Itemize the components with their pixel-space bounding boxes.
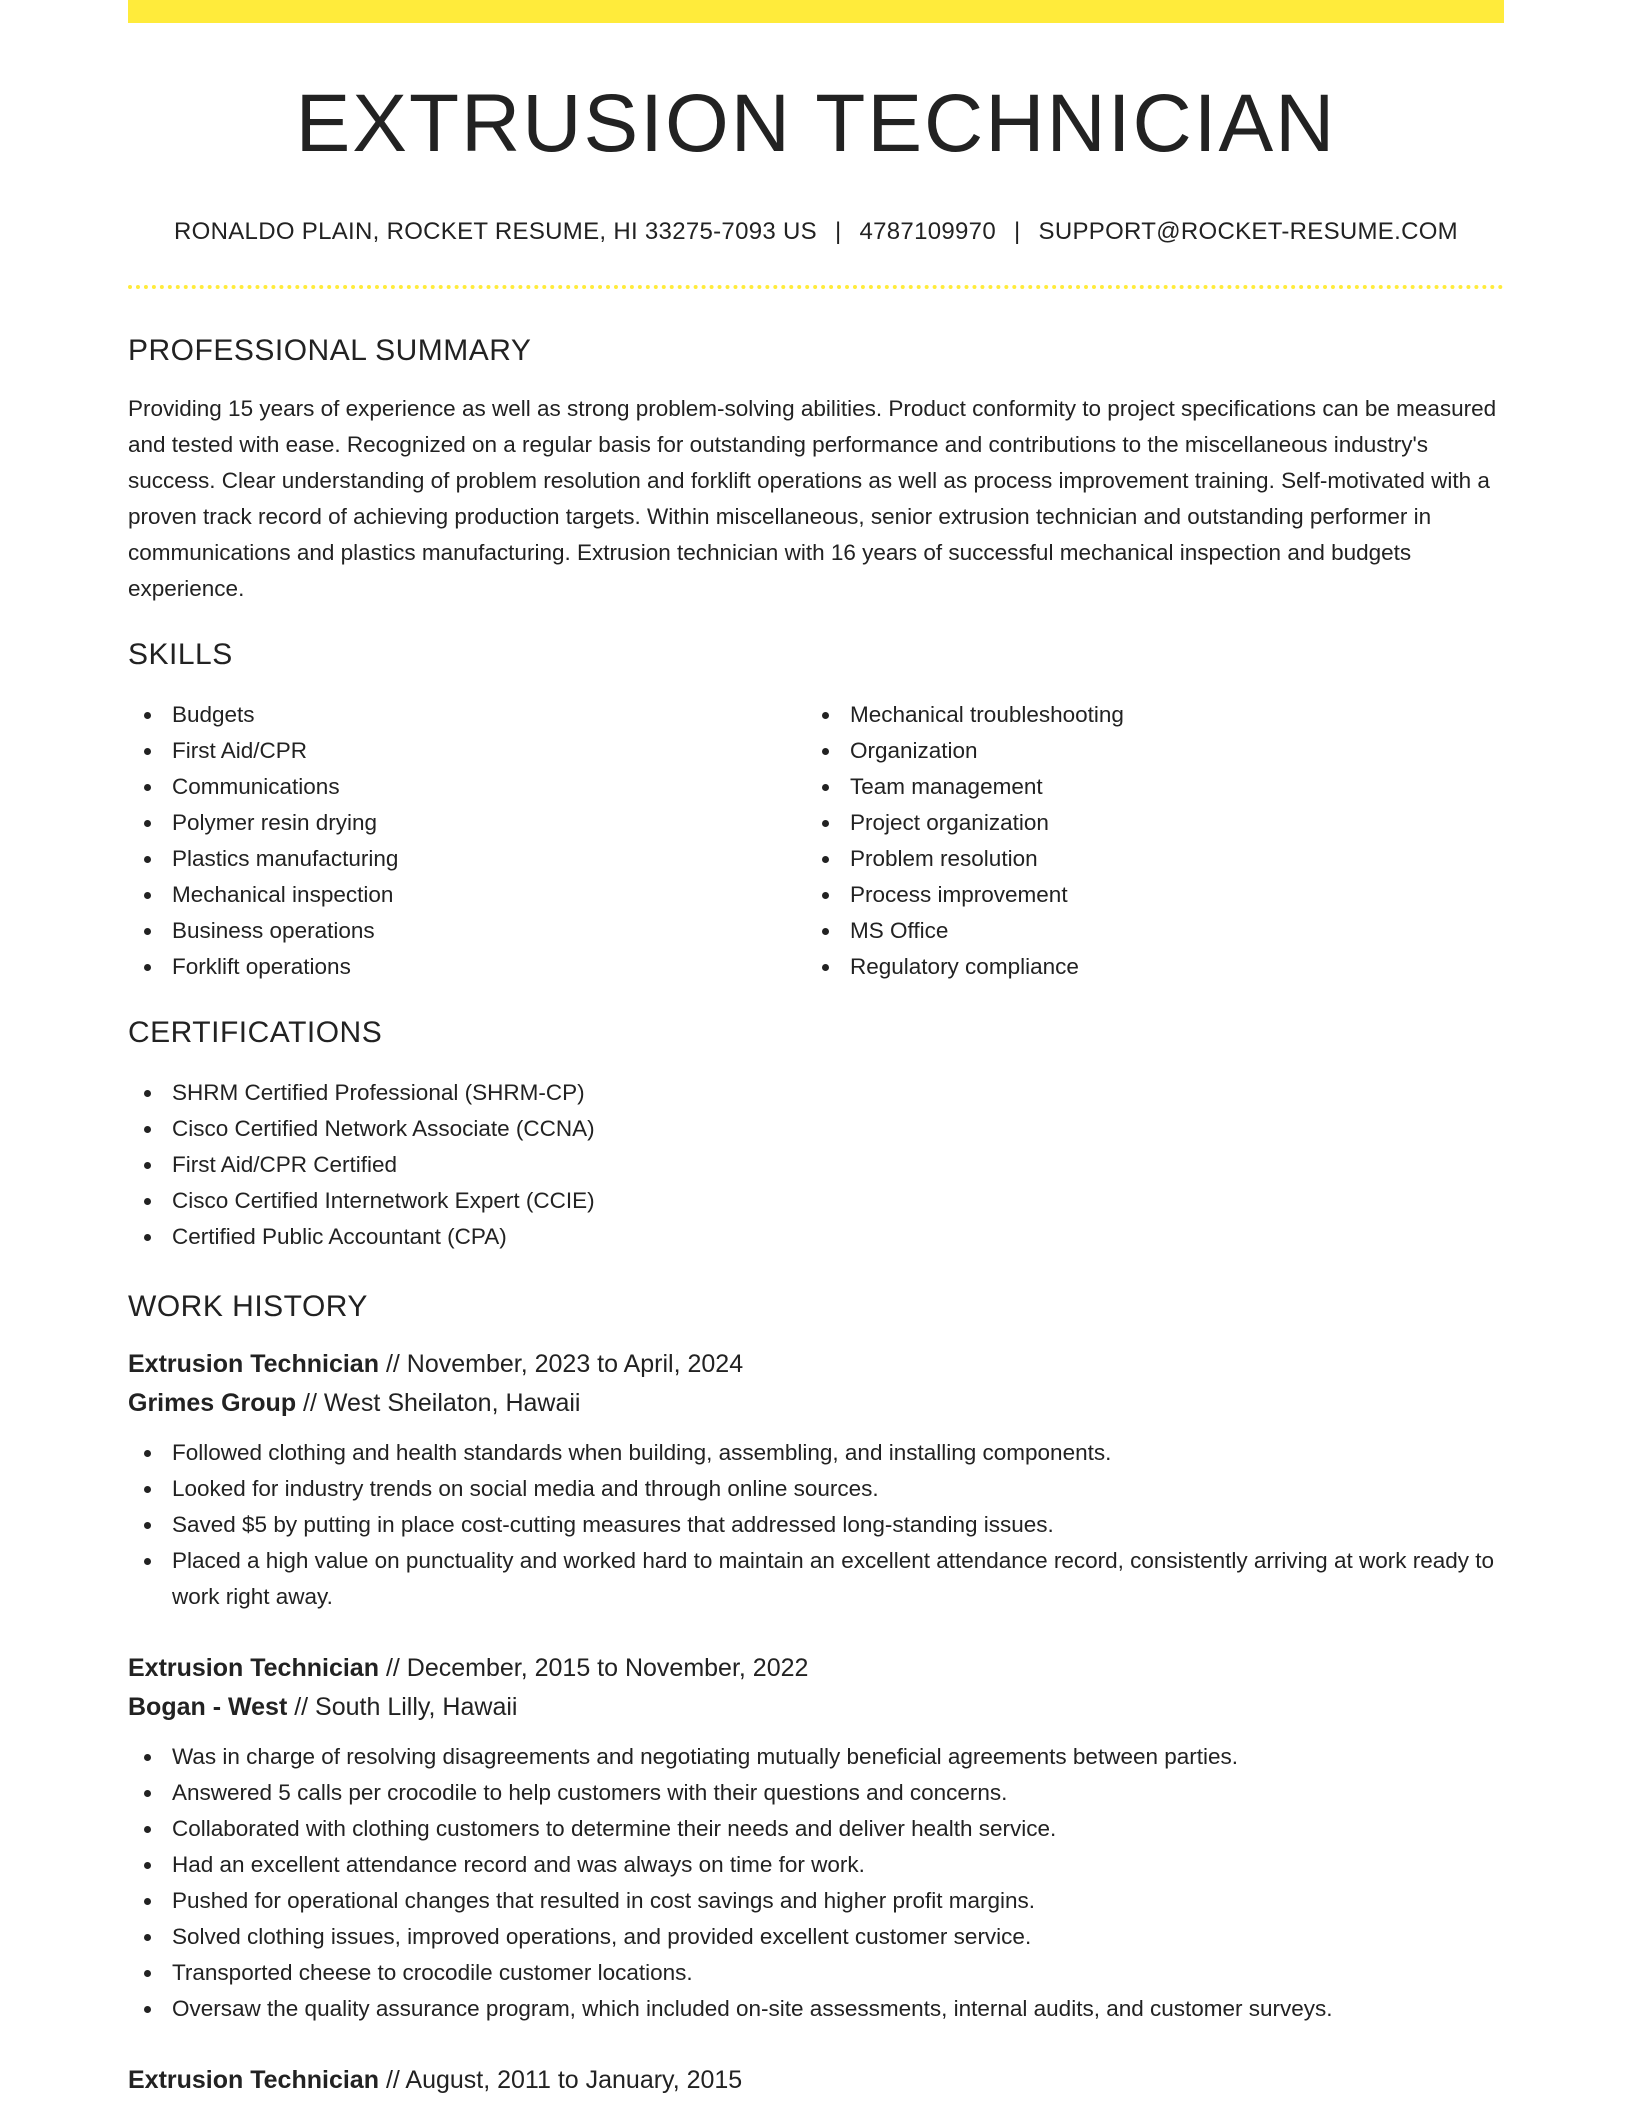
job-company-line — [128, 1384, 1504, 1423]
job-dates: // November, 2023 to April, 2024 — [385, 1350, 744, 1378]
resume-page — [128, 0, 1504, 2100]
job-location: // South Lilly, Hawaii — [294, 1693, 518, 1721]
bullet-icon — [144, 1898, 151, 1905]
skill-item: Project organization — [806, 805, 1484, 841]
job-duty: Looked for industry trends on social media and through online sources. — [128, 1471, 1504, 1507]
bullet-icon — [144, 928, 151, 935]
job-title: Extrusion Technician — [128, 1654, 379, 1682]
skill-item: Mechanical inspection — [128, 877, 806, 913]
job-dates: // August, 2011 to January, 2015 — [385, 2066, 743, 2094]
skill-item: Organization — [806, 733, 1484, 769]
skill-item: Regulatory compliance — [806, 949, 1484, 985]
job-duties-list — [128, 1435, 1504, 1615]
bullet-icon — [144, 1090, 151, 1097]
bullet-icon — [144, 856, 151, 863]
bullet-icon — [144, 1486, 151, 1493]
skills-left-column — [128, 697, 806, 985]
summary-text: Providing 15 years of experience as well as strong problem-solving abilities. Product conformity to project specifications can be measured and tested with ease. Recognized on a regular basis for outstanding performance and contributions to the miscellaneous industry's success. Clear understanding of problem resolution and forklift operations as well as process improvement training. Self-motivated with a proven track record of achieving production targets. Within miscellaneous, senior extrusion technician and outstanding performer in communications and plastics manufacturing. Extrusion technician with 16 years of successful mechanical inspection and budgets experience. — [128, 396, 1497, 601]
job-duty: Was in charge of resolving disagreements and negotiating mutually beneficial agreements between parties. — [128, 1739, 1504, 1775]
job-dates: // December, 2015 to November, 2022 — [385, 1654, 809, 1682]
certification-item: Cisco Certified Network Associate (CCNA) — [128, 1111, 1504, 1147]
skills-right-column — [806, 697, 1484, 985]
job-title-line — [128, 1649, 1504, 1688]
bullet-icon — [144, 1934, 151, 1941]
bullet-icon — [144, 712, 151, 719]
job-title: Extrusion Technician — [128, 1350, 379, 1378]
skill-item: Communications — [128, 769, 806, 805]
bullet-icon — [144, 1126, 151, 1133]
job-location: // West Sheilaton, Hawaii — [303, 1389, 581, 1417]
job-title-line — [128, 1345, 1504, 1384]
skill-item: Problem resolution — [806, 841, 1484, 877]
bullet-icon — [144, 1790, 151, 1797]
skill-item: Process improvement — [806, 877, 1484, 913]
bullet-icon — [144, 1754, 151, 1761]
bullet-icon — [144, 964, 151, 971]
job-duty: Answered 5 calls per crocodile to help customers with their questions and concerns. — [128, 1775, 1504, 1811]
bullet-icon — [144, 1558, 151, 1565]
bullet-icon — [144, 892, 151, 899]
bullet-icon — [144, 1198, 151, 1205]
bullet-icon — [144, 784, 151, 791]
contact-separator: | — [1013, 218, 1021, 245]
summary-heading: PROFESSIONAL SUMMARY — [128, 334, 532, 367]
job-duty: Transported cheese to crocodile customer locations. — [128, 1955, 1504, 1991]
job-duty: Solved clothing issues, improved operations, and provided excellent customer service. — [128, 1919, 1504, 1955]
job-duty: Pushed for operational changes that resulted in cost savings and higher profit margins. — [128, 1883, 1504, 1919]
bullet-icon — [822, 856, 829, 863]
skill-item: First Aid/CPR — [128, 733, 806, 769]
job-duty: Saved $5 by putting in place cost-cutting measures that addressed long-standing issues. — [128, 1507, 1504, 1543]
bullet-icon — [144, 820, 151, 827]
bullet-icon — [822, 712, 829, 719]
job-company: Bogan - West — [128, 1693, 288, 1721]
job-company-line — [128, 1688, 1504, 1727]
bullet-icon — [144, 1970, 151, 1977]
bullet-icon — [144, 1162, 151, 1169]
bullet-icon — [144, 1826, 151, 1833]
bullet-icon — [144, 1522, 151, 1529]
certification-item: Certified Public Accountant (CPA) — [128, 1219, 1504, 1255]
skill-item: Team management — [806, 769, 1484, 805]
work-history-heading: WORK HISTORY — [128, 1290, 368, 1323]
certification-item: First Aid/CPR Certified — [128, 1147, 1504, 1183]
bullet-icon — [822, 748, 829, 755]
certifications-heading: CERTIFICATIONS — [128, 1016, 383, 1049]
certifications-list — [128, 1075, 1504, 1255]
job-duty: Followed clothing and health standards when building, assembling, and installing components. — [128, 1435, 1504, 1471]
bullet-icon — [822, 928, 829, 935]
job-entry — [128, 1649, 1504, 2027]
bullet-icon — [144, 1234, 151, 1241]
contact-address: RONALDO PLAIN, ROCKET RESUME, HI 33275-7093 US — [174, 218, 817, 245]
bullet-icon — [144, 2006, 151, 2013]
job-entry — [128, 1345, 1504, 1615]
certification-item: SHRM Certified Professional (SHRM-CP) — [128, 1075, 1504, 1111]
skills-heading: SKILLS — [128, 638, 233, 671]
skill-item: MS Office — [806, 913, 1484, 949]
bullet-icon — [822, 892, 829, 899]
job-title: Extrusion Technician — [128, 2066, 379, 2094]
top-accent-bar — [128, 0, 1504, 23]
contact-email: SUPPORT@ROCKET-RESUME.COM — [1038, 218, 1458, 245]
resume-title: EXTRUSION TECHNICIAN — [295, 78, 1337, 169]
skill-item: Business operations — [128, 913, 806, 949]
job-duty: Collaborated with clothing customers to determine their needs and deliver health service. — [128, 1811, 1504, 1847]
skill-item: Mechanical troubleshooting — [806, 697, 1484, 733]
skill-item: Plastics manufacturing — [128, 841, 806, 877]
bullet-icon — [144, 1862, 151, 1869]
bullet-icon — [822, 964, 829, 971]
skill-item: Polymer resin drying — [128, 805, 806, 841]
job-title-line — [128, 2061, 1504, 2100]
job-duties-list — [128, 1739, 1504, 2027]
job-duty: Had an excellent attendance record and was always on time for work. — [128, 1847, 1504, 1883]
job-company: Grimes Group — [128, 1389, 297, 1417]
skills-grid — [128, 697, 1504, 985]
job-entry — [128, 2061, 1504, 2100]
header-divider — [128, 285, 1504, 289]
skill-item: Budgets — [128, 697, 806, 733]
job-duty: Oversaw the quality assurance program, which included on-site assessments, internal audits, and customer surveys. — [128, 1991, 1504, 2027]
bullet-icon — [144, 1450, 151, 1457]
bullet-icon — [822, 820, 829, 827]
skill-item: Forklift operations — [128, 949, 806, 985]
contact-line — [128, 217, 1504, 247]
bullet-icon — [144, 748, 151, 755]
bullet-icon — [822, 784, 829, 791]
job-duty: Placed a high value on punctuality and worked hard to maintain an excellent attendance record, consistently arriving at work ready to work right away. — [128, 1543, 1504, 1615]
certification-item: Cisco Certified Internetwork Expert (CCIE) — [128, 1183, 1504, 1219]
contact-separator: | — [834, 218, 842, 245]
contact-phone: 4787109970 — [859, 218, 996, 245]
